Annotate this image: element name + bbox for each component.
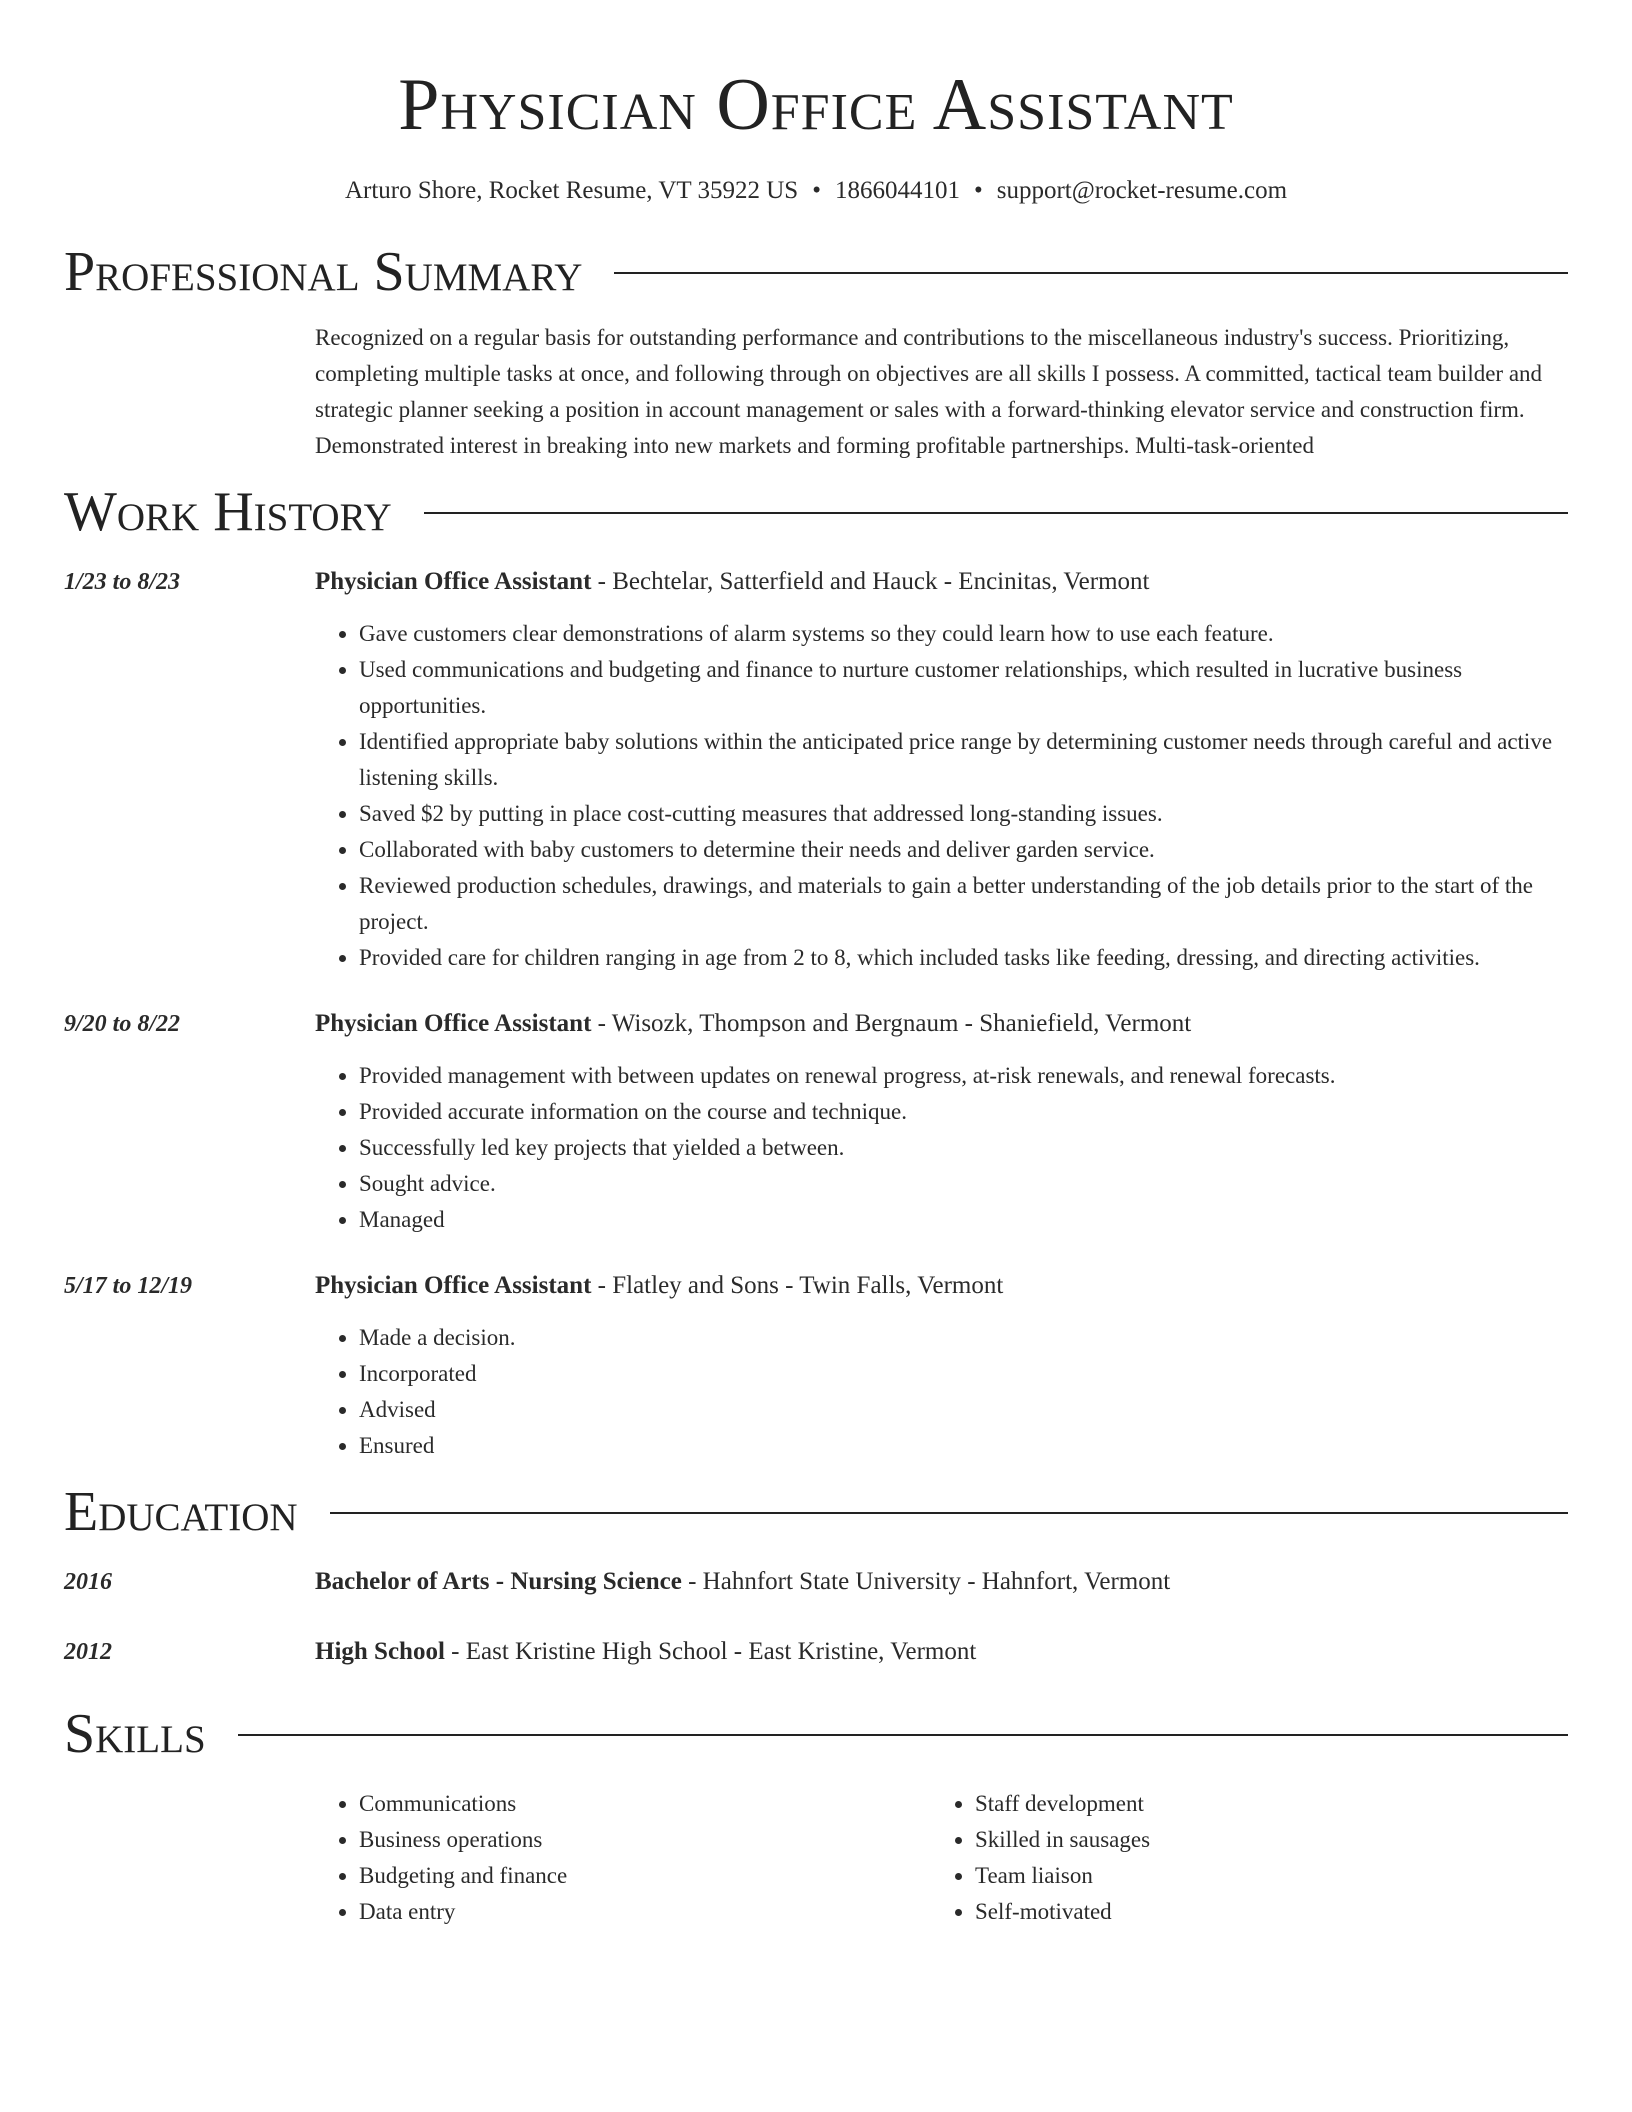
list-item: • Provided management with between updates on renewal progress, at-risk renewals, and renewal forecasts. [359, 1058, 1568, 1094]
job-headline [315, 1268, 1568, 1304]
skill-item: • Budgeting and finance [359, 1858, 931, 1894]
job-headline [315, 1006, 1568, 1042]
skills-column-left [315, 1786, 931, 1930]
section-divider [330, 1512, 1568, 1514]
work-section-header [64, 480, 1568, 544]
list-item: • Advised [359, 1392, 1568, 1428]
job-dates: 9/20 to 8/22 [64, 1011, 181, 1037]
job-body [315, 1268, 1568, 1464]
job-body [315, 1006, 1568, 1238]
contact-separator: • [812, 177, 821, 204]
summary-text: Recognized on a regular basis for outstanding performance and contributions to the miscellaneous industry's success. Prioritizing, completing multiple tasks at once, and following through on objectives are all skills I possess. A committed, tactical team builder and strategic planner seeking a position in account management or sales with a forward-thinking elevator service and construction firm. Demonstrated interest in breaking into new markets and forming profitable partnerships. Multi-task-oriented [315, 325, 1543, 458]
job-detail: - Flatley and Sons - Twin Falls, Vermont [591, 1272, 1004, 1299]
resume-name: Physician Office Assistant [398, 64, 1234, 146]
resume-page [64, 0, 1568, 1930]
education-body [315, 1564, 1568, 1600]
job-role: Physician Office Assistant [315, 1010, 592, 1037]
job-headline [315, 564, 1568, 600]
education-headline [315, 1564, 1568, 1600]
job-bullets [315, 1320, 1568, 1464]
job-bullets [315, 616, 1568, 976]
skill-item: • Data entry [359, 1894, 931, 1930]
job-dates: 5/17 to 12/19 [64, 1273, 193, 1299]
summary-title: Professional Summary [64, 241, 583, 303]
list-item: • Provided accurate information on the course and technique. [359, 1094, 1568, 1130]
education-year: 2016 [64, 1569, 112, 1595]
job-detail: - Bechtelar, Satterfield and Hauck - Encinitas, Vermont [591, 568, 1150, 595]
list-item: • Incorporated [359, 1356, 1568, 1392]
job-detail: - Wisozk, Thompson and Bergnaum - Shaniefield, Vermont [591, 1010, 1192, 1037]
contact-address: Arturo Shore, Rocket Resume, VT 35922 US [344, 177, 799, 204]
list-item: • Collaborated with baby customers to determine their needs and deliver garden service. [359, 832, 1568, 868]
skills-column-right [931, 1786, 1547, 1930]
skills-title: Skills [64, 1703, 206, 1765]
education-year: 2012 [64, 1639, 112, 1665]
education-body [315, 1634, 1568, 1670]
education-entry [64, 1634, 1568, 1670]
contact-separator: • [973, 177, 983, 204]
education-detail: - East Kristine High School - East Kristine, Vermont [444, 1638, 977, 1665]
job-role: Physician Office Assistant [315, 1272, 592, 1299]
list-item: • Ensured [359, 1428, 1568, 1464]
education-section-header [64, 1480, 1568, 1544]
skill-item: • Communications [359, 1786, 931, 1822]
list-item: • Successfully led key projects that yielded a between. [359, 1130, 1568, 1166]
skill-item: • Business operations [359, 1822, 931, 1858]
list-item: • Sought advice. [359, 1166, 1568, 1202]
education-degree: High School [315, 1638, 445, 1665]
section-divider [238, 1734, 1568, 1736]
list-item: • Saved $2 by putting in place cost-cutting measures that addressed long-standing issues. [359, 796, 1568, 832]
job-entry [64, 1006, 1568, 1238]
section-divider [614, 272, 1568, 274]
contact-phone: 1866044101 [834, 177, 960, 204]
job-entry [64, 564, 1568, 976]
contact-line [64, 174, 1568, 208]
education-headline [315, 1634, 1568, 1670]
list-item: • Identified appropriate baby solutions within the anticipated price range by determining customer needs through careful and active listening skills. [359, 724, 1568, 796]
job-body [315, 564, 1568, 976]
skill-item: • Team liaison [975, 1858, 1547, 1894]
list-item: • Reviewed production schedules, drawings, and materials to gain a better understanding of the job details prior to the start of the project. [359, 868, 1568, 940]
skill-item: • Staff development [975, 1786, 1547, 1822]
education-title: Education [64, 1481, 298, 1543]
job-entry [64, 1268, 1568, 1464]
list-item: • Used communications and budgeting and finance to nurture customer relationships, which resulted in lucrative business opportunities. [359, 652, 1568, 724]
list-item: • Made a decision. [359, 1320, 1568, 1356]
skill-item: • Skilled in sausages [975, 1822, 1547, 1858]
job-dates: 1/23 to 8/23 [64, 569, 181, 595]
job-role: Physician Office Assistant [315, 568, 592, 595]
education-detail: - Hahnfort State University - Hahnfort, Vermont [681, 1568, 1171, 1595]
summary-section-header [64, 240, 1568, 304]
job-bullets [315, 1058, 1568, 1238]
skill-item: • Self-motivated [975, 1894, 1547, 1930]
list-item: • Provided care for children ranging in age from 2 to 8, which included tasks like feeding, dressing, and directing activities. [359, 940, 1568, 976]
skills-section-header [64, 1702, 1568, 1766]
contact-email[interactable]: support@rocket-resume.com [996, 177, 1288, 204]
skills-list [315, 1786, 1568, 1930]
list-item: • Managed [359, 1202, 1568, 1238]
education-entry [64, 1564, 1568, 1600]
section-divider [424, 512, 1568, 514]
education-degree: Bachelor of Arts - Nursing Science [315, 1568, 682, 1595]
list-item: • Gave customers clear demonstrations of alarm systems so they could learn how to use each feature. [359, 616, 1568, 652]
work-title: Work History [64, 481, 392, 543]
